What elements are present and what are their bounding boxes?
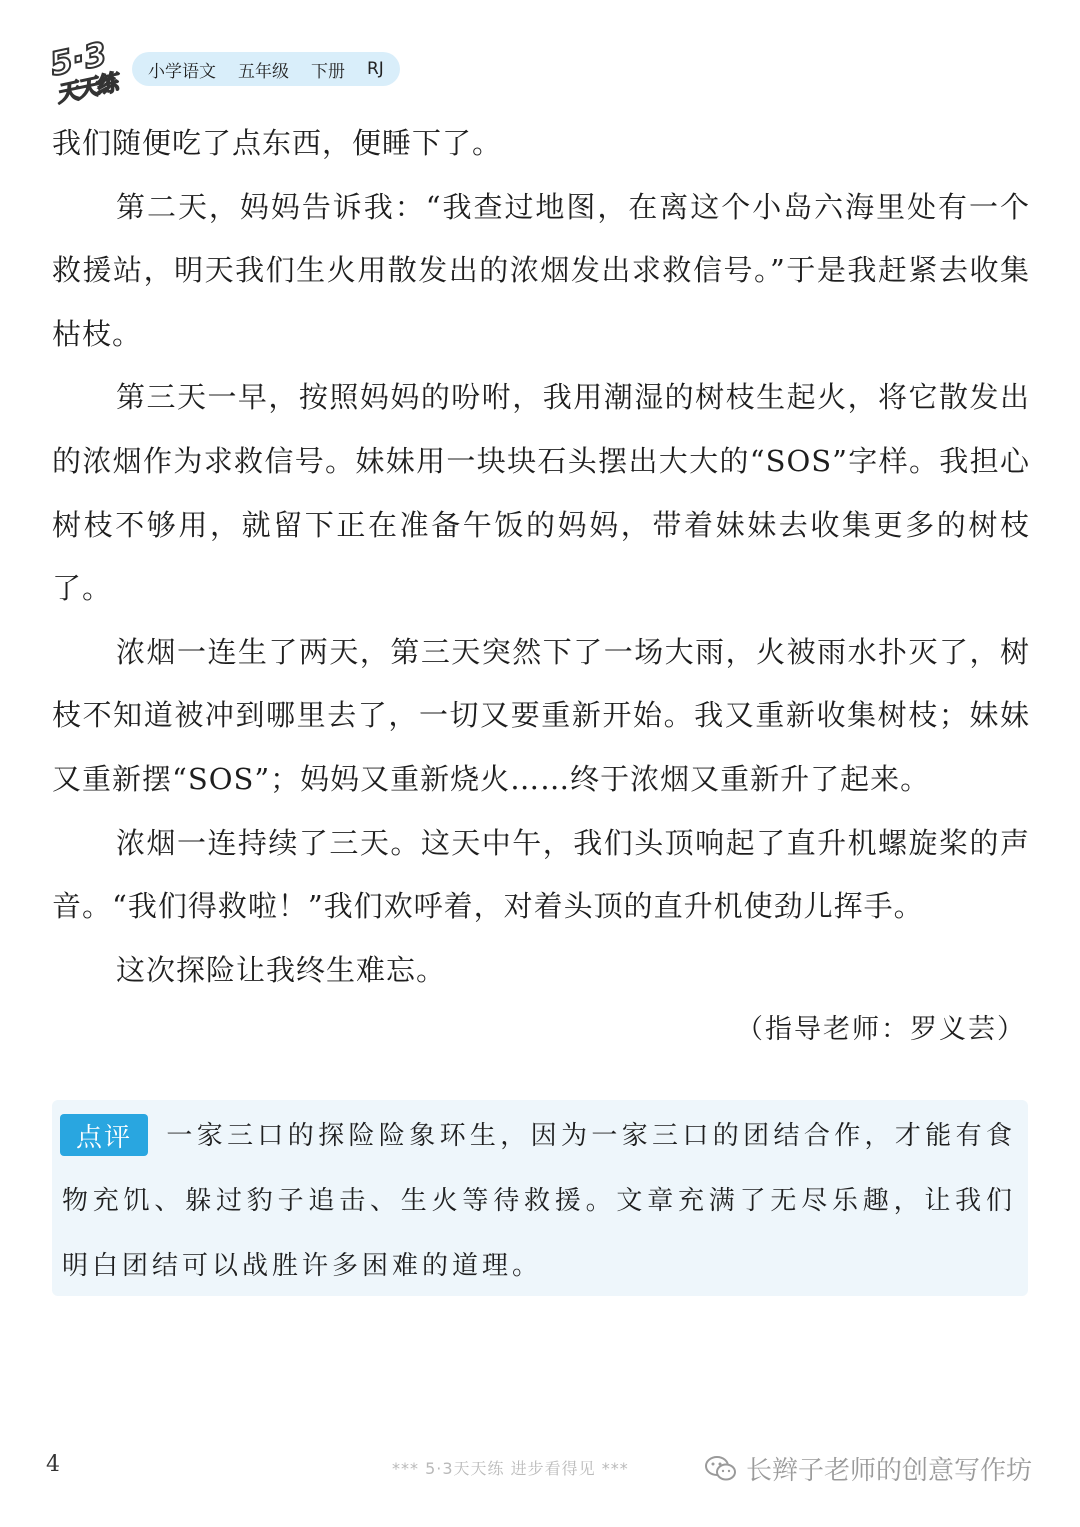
- paragraph-1: 我们随便吃了点东西，便睡下了。: [52, 126, 503, 160]
- page-header: [44, 36, 424, 106]
- paragraph-6: 这次探险让我终生难忘。: [116, 952, 447, 987]
- review-text-block: [62, 1104, 1016, 1299]
- volume-label: 下册: [311, 61, 345, 82]
- grade-label: 五年级: [238, 61, 289, 82]
- logo-number: 5·3: [46, 34, 111, 84]
- footer-slogan: *** 5·3天天练 进步看得见 ***: [392, 1459, 629, 1478]
- paragraph-5: 浓烟一连持续了三天。这天中午，我们头顶响起了直升机螺旋桨的声音。“我们得救啦！”我们欢呼着，对着头顶的直升机使劲儿挥手。: [52, 825, 1030, 924]
- wechat-icon: [704, 1454, 738, 1484]
- watermark-text: 长辫子老师的创意写作坊: [746, 1456, 1033, 1486]
- edition-label: RJ: [367, 59, 384, 79]
- paragraph-2: 第二天，妈妈告诉我：“我查过地图，在离这个小岛六海里处有一个救援站，明天我们生火用散发出的浓烟发出求救信号。”于是我赶紧去收集枯枝。: [52, 189, 1030, 351]
- review-tag: 点评: [60, 1114, 148, 1156]
- review-box: [52, 1100, 1028, 1296]
- essay-body: [52, 112, 1030, 1002]
- watermark: [704, 1450, 1032, 1487]
- paragraph-4: 浓烟一连生了两天，第三天突然下了一场大雨，火被雨水扑灭了，树枝不知道被冲到哪里去了，一切又要重新开始。我又重新收集树枝；妹妹又重新摆“SOS”；妈妈又重新烧火……终于浓烟又重新升了起来。: [52, 634, 1030, 796]
- page-number: 4: [46, 1452, 60, 1477]
- subject-label: 小学语文: [148, 61, 216, 82]
- logo-text: 天天练: [54, 70, 119, 108]
- book-info-pill: [132, 52, 400, 86]
- brand-logo: [44, 36, 124, 106]
- paragraph-3: 第三天一早，按照妈妈的吩咐，我用潮湿的树枝生起火，将它散发出的浓烟作为求救信号。妹妹用一块块石头摆出大大的“SOS”字样。我担心树枝不够用，就留下正在准备午饭的妈妈，带着妹妹去收集更多的树枝了。: [52, 380, 1030, 606]
- review-text: 一家三口的探险险象环生，因为一家三口的团结合作，才能有食物充饥、躲过豹子追击、生火等待救援。文章充满了无尽乐趣，让我们明白团结可以战胜许多困难的道理。: [62, 1121, 1016, 1281]
- teacher-signature: （指导老师：罗义芸）: [736, 1014, 1026, 1045]
